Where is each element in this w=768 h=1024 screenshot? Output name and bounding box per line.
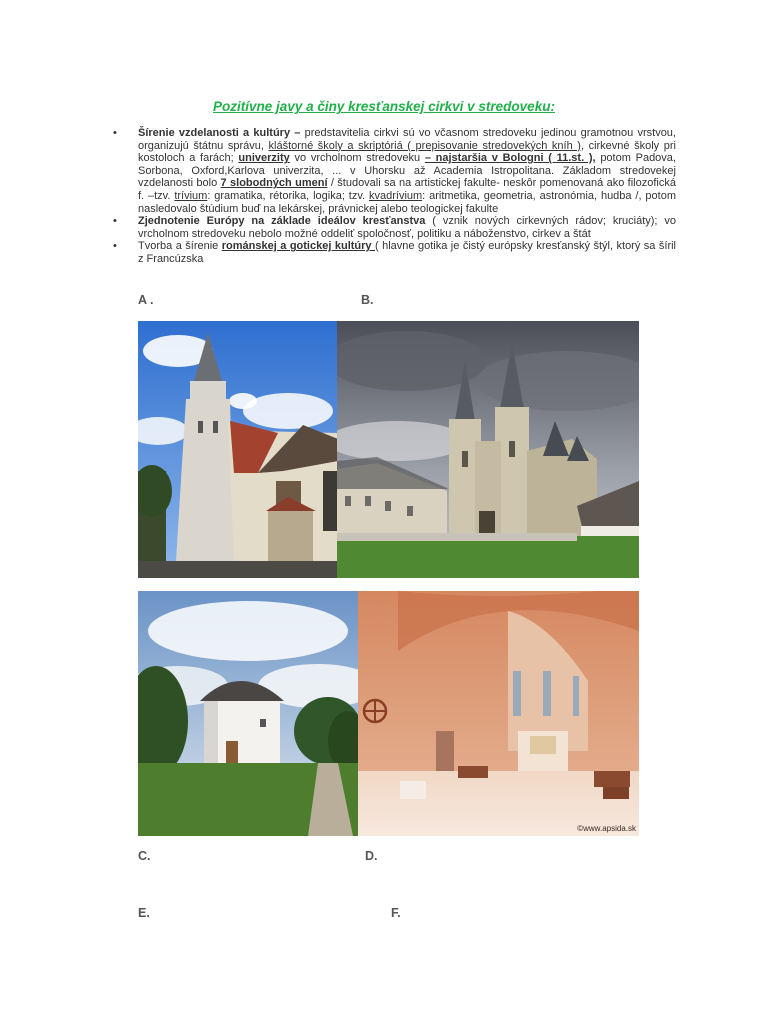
bullet-icon: • <box>113 215 117 228</box>
photo-watermark: ©www.apsida.sk <box>577 824 636 833</box>
list-item: • Tvorba a šírenie románskej a gotickej kultúry ( hlavne gotika je čistý európsky kresťanský štýl, ktorý sa šíril z Francúzska <box>113 240 676 265</box>
label-a: A . <box>138 293 154 307</box>
label-b: B. <box>361 293 374 307</box>
list-item: • Šírenie vzdelanosti a kultúry – predstavitelia cirkvi sú vo včasnom stredoveku jedinou gramotnou vrstvou, organizujú štátnu správu, kláštorné školy a skriptóriá ( prepisovanie stredovekých kníh ), cirkevné školy pri kostoloch a farách; univerzity vo vrcholnom stredoveku – najstaršia v Bologni ( 11.st. ), potom Padova, Sorbona, Oxford,Karlova univerzita, ... v Uhorsku až Academia Istropolitana. Základom stredovekej vzdelanosti bolo 7 slobodných umení / študovali sa na artistickej fakulte- neskôr pomenovaná ako filozofická f. –tzv. trívium: gramatika, rétorika, logika; tzv. kvadrívium: aritmetika, geometria, astronómia, hudba /, potom nasledovalo štúdium buď na lekárskej, právnickej alebo teologickej fakulte <box>113 127 676 215</box>
photo-church-interior <box>358 591 639 836</box>
photo-rotunda <box>138 591 358 836</box>
label-c: C. <box>138 849 151 863</box>
bullet-list <box>110 127 676 266</box>
photo-cathedral <box>337 321 639 578</box>
photo-church-tower <box>138 321 338 578</box>
label-d: D. <box>365 849 378 863</box>
bullet-icon: • <box>113 240 117 253</box>
label-e: E. <box>138 906 150 920</box>
label-f: F. <box>391 906 401 920</box>
bullet-icon: • <box>113 127 117 139</box>
page-title: Pozitívne javy a činy kresťanskej cirkvi v stredoveku: <box>213 99 555 114</box>
list-item: • Zjednotenie Európy na základe ideálov kresťanstva ( vznik nových cirkevných rádov; kruciáty); vo vrcholnom stredoveku nebolo možné oddeliť spoločnosť, politiku a náboženstvo, cirkev a štát <box>113 215 676 240</box>
